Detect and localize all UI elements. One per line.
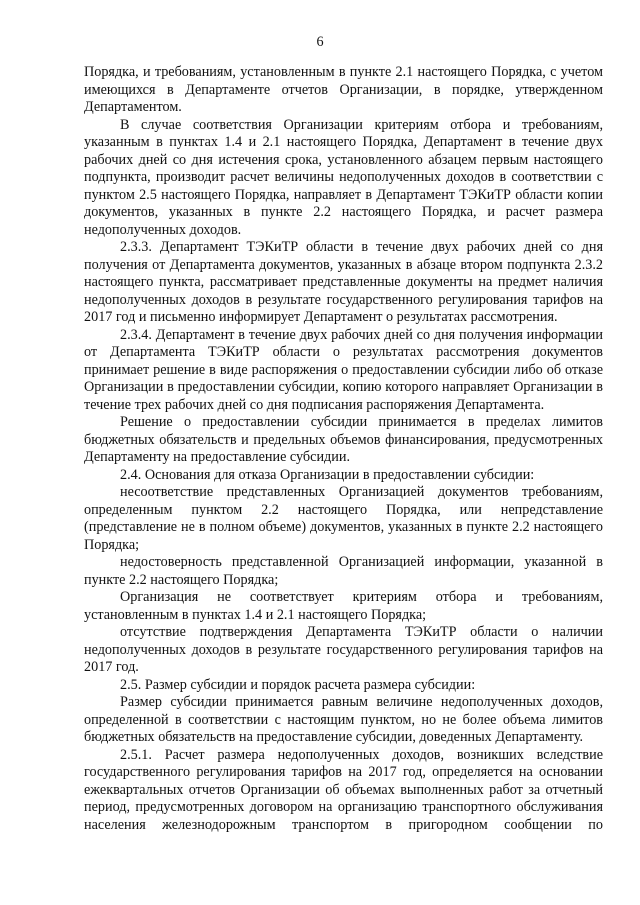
paragraph: Размер субсидии принимается равным величине недополученных доходов, определенной в соответствии с настоящим пунктом, но не более объема лимитов бюджетных обязательств на предоставление субсидии, доведенных Департаменту. (84, 694, 603, 745)
paragraph: 2.5. Размер субсидии и порядок расчета размера субсидии: (120, 676, 476, 693)
paragraph: 2.3.3. Департамент ТЭКиТР области в течение двух рабочих дней со дня получения от Департамента документов, указанных в абзаце втором подпункта 2.3.2 настоящего пункта, рассматривает представленные документы на предмет наличия недополученных доходов в результате государственного регулирования тарифов на 2017 год и письменно информирует Департамент о результатах рассмотрения. (84, 239, 603, 325)
page-number: 6 (316, 34, 324, 50)
paragraph: отсутствие подтверждения Департамента ТЭКиТР области о наличии недополученных доходов в результате государственного регулирования тарифов на 2017 год. (84, 624, 603, 675)
paragraph: недостоверность представленной Организацией информации, указанной в пункте 2.2 настоящего Порядка; (84, 554, 603, 588)
paragraph: Решение о предоставлении субсидии принимается в пределах лимитов бюджетных обязательств и предельных объемов финансирования, предусмотренных Департаменту на предоставление субсидии. (84, 414, 603, 465)
document-body (84, 64, 603, 834)
paragraph: несоответствие представленных Организацией документов требованиям, определенным пунктом 2.2 настоящего Порядка, или непредставление (представление не в полном объеме) документов, указанных в пункте 2.2 настоящего Порядка; (84, 484, 603, 553)
paragraph: 2.5.1. Расчет размера недополученных доходов, возникших вследствие государственного регулирования тарифов на 2017 год, определяется на основании ежеквартальных отчетов Организации об объемах выполненных работ за отчетный период, предусмотренных договором на организацию транспортного обслуживания населения железнодорожным транспортом в пригородном сообщении по (84, 746, 603, 833)
paragraph: 2.4. Основания для отказа Организации в предоставлении субсидии: (120, 466, 535, 483)
paragraph: Организация не соответствует критериям отбора и требованиям, установленным в пунктах 1.4 и 2.1 настоящего Порядка; (84, 589, 603, 623)
paragraph: В случае соответствия Организации критериям отбора и требованиям, указанным в пунктах 1.4 и 2.1 настоящего Порядка, Департамент в течение двух рабочих дней со дня истечения срока, установленного абзацем первым настоящего подпункта, производит расчет величины недополученных доходов в соответствии с пунктом 2.5 настоящего Порядка, направляет в Департамент ТЭКиТР области копии документов, указанных в пункте 2.2 настоящего Порядка, и расчет размера недополученных доходов. (84, 116, 603, 238)
paragraph: Порядка, и требованиям, установленным в пункте 2.1 настоящего Порядка, с учетом имеющихся в Департаменте отчетов Организации, в порядке, утвержденном Департаментом. (84, 64, 603, 115)
paragraph: 2.3.4. Департамент в течение двух рабочих дней со дня получения информации от Департамента ТЭКиТР области о результатах рассмотрения документов принимает решение в виде распоряжения о предоставлении субсидии либо об отказе Организации в предоставлении субсидии, копию которого направляет Организации в течение трех рабочих дней со дня подписания распоряжения Департамента. (84, 326, 603, 413)
